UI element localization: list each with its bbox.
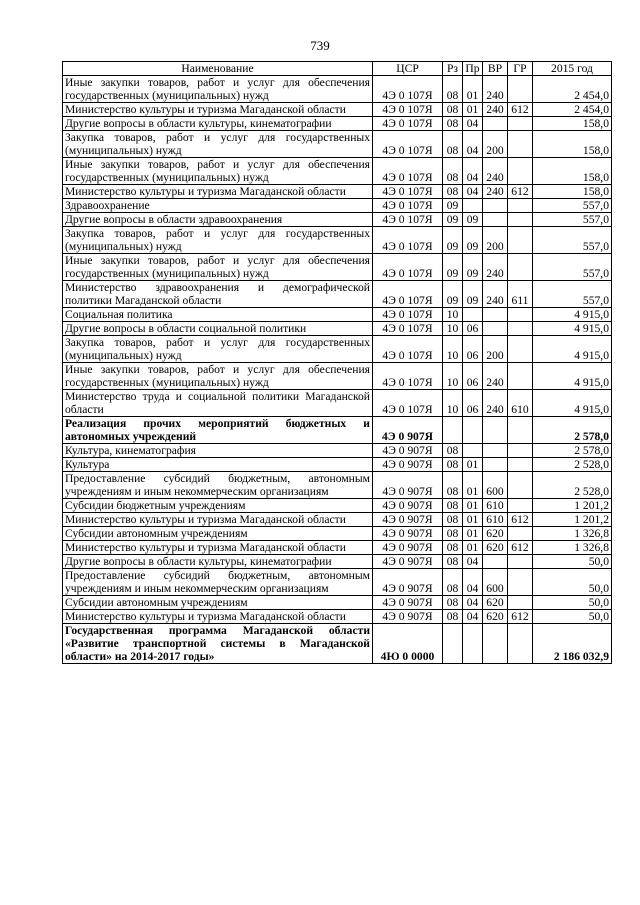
row-rz-cell: 08	[443, 527, 463, 541]
row-amount-cell: 1 201,2	[533, 499, 612, 513]
row-name-cell: Министерство культуры и туризма Магаданской области	[63, 103, 373, 117]
row-pr-cell: 01	[463, 513, 483, 527]
table-row	[63, 596, 612, 610]
row-vr-cell	[483, 322, 508, 336]
table-row	[63, 444, 612, 458]
row-rz-cell: 10	[443, 390, 463, 417]
row-pr-cell: 04	[463, 158, 483, 185]
header-vr: ВР	[483, 62, 508, 76]
table-row	[63, 541, 612, 555]
row-amount-cell: 50,0	[533, 569, 612, 596]
row-vr-cell: 600	[483, 472, 508, 499]
row-amount-cell: 557,0	[533, 213, 612, 227]
row-name-cell: Другие вопросы в области культуры, кинематографии	[63, 117, 373, 131]
row-name-cell: Министерство культуры и туризма Магаданской области	[63, 610, 373, 624]
row-pr-cell	[463, 199, 483, 213]
row-amount-cell: 1 326,8	[533, 541, 612, 555]
row-name-cell: Социальная политика	[63, 308, 373, 322]
row-name-cell: Субсидии бюджетным учреждениям	[63, 499, 373, 513]
row-name-cell: Другие вопросы в области культуры, кинематографии	[63, 555, 373, 569]
row-csr-cell: 4Э 0 907Я	[373, 555, 443, 569]
row-amount-cell: 557,0	[533, 199, 612, 213]
row-pr-cell: 01	[463, 527, 483, 541]
row-pr-cell: 04	[463, 131, 483, 158]
row-csr-cell: 4Э 0 907Я	[373, 569, 443, 596]
row-amount-cell: 4 915,0	[533, 336, 612, 363]
row-csr-cell: 4Э 0 107Я	[373, 322, 443, 336]
row-amount-cell: 158,0	[533, 117, 612, 131]
row-name-cell: Другие вопросы в области здравоохранения	[63, 213, 373, 227]
row-gr-cell	[508, 527, 533, 541]
row-gr-cell	[508, 199, 533, 213]
row-gr-cell	[508, 336, 533, 363]
row-vr-cell: 610	[483, 513, 508, 527]
header-gr: ГР	[508, 62, 533, 76]
row-gr-cell	[508, 417, 533, 444]
row-rz-cell: 08	[443, 569, 463, 596]
row-rz-cell: 08	[443, 555, 463, 569]
row-csr-cell: 4Э 0 907Я	[373, 541, 443, 555]
row-rz-cell: 08	[443, 472, 463, 499]
row-csr-cell: 4Э 0 907Я	[373, 513, 443, 527]
row-csr-cell: 4Ю 0 0000	[373, 624, 443, 664]
row-amount-cell: 557,0	[533, 254, 612, 281]
row-gr-cell	[508, 596, 533, 610]
row-amount-cell: 2 528,0	[533, 458, 612, 472]
row-pr-cell: 01	[463, 541, 483, 555]
row-gr-cell	[508, 444, 533, 458]
row-pr-cell: 01	[463, 458, 483, 472]
row-csr-cell: 4Э 0 107Я	[373, 213, 443, 227]
row-name-cell: Закупка товаров, работ и услуг для государственных (муниципальных) нужд	[63, 227, 373, 254]
table-row	[63, 185, 612, 199]
row-gr-cell: 611	[508, 281, 533, 308]
row-rz-cell: 10	[443, 336, 463, 363]
row-name-cell: Культура	[63, 458, 373, 472]
row-pr-cell: 04	[463, 185, 483, 199]
row-gr-cell	[508, 624, 533, 664]
row-vr-cell: 240	[483, 158, 508, 185]
row-csr-cell: 4Э 0 907Я	[373, 472, 443, 499]
row-gr-cell: 612	[508, 513, 533, 527]
row-name-cell: Министерство культуры и туризма Магаданской области	[63, 541, 373, 555]
row-vr-cell: 620	[483, 610, 508, 624]
table-row	[63, 458, 612, 472]
row-rz-cell: 09	[443, 199, 463, 213]
row-amount-cell: 1 201,2	[533, 513, 612, 527]
row-amount-cell: 158,0	[533, 158, 612, 185]
table-row	[63, 308, 612, 322]
header-name: Наименование	[63, 62, 373, 76]
row-csr-cell: 4Э 0 107Я	[373, 158, 443, 185]
row-vr-cell	[483, 213, 508, 227]
row-gr-cell	[508, 76, 533, 103]
table-row	[63, 363, 612, 390]
table-row	[63, 158, 612, 185]
row-pr-cell: 09	[463, 227, 483, 254]
row-csr-cell: 4Э 0 107Я	[373, 254, 443, 281]
row-name-cell: Государственная программа Магаданской области «Развитие транспортной системы в Магаданской области» на 2014-2017 годы»	[63, 624, 373, 664]
row-csr-cell: 4Э 0 907Я	[373, 458, 443, 472]
row-pr-cell: 06	[463, 390, 483, 417]
row-pr-cell: 01	[463, 499, 483, 513]
row-rz-cell: 10	[443, 322, 463, 336]
row-name-cell: Закупка товаров, работ и услуг для государственных (муниципальных) нужд	[63, 131, 373, 158]
row-rz-cell: 08	[443, 458, 463, 472]
row-gr-cell	[508, 254, 533, 281]
row-csr-cell: 4Э 0 107Я	[373, 185, 443, 199]
row-amount-cell: 4 915,0	[533, 390, 612, 417]
row-name-cell: Предоставление субсидий бюджетным, автономным учреждениям и иным некоммерческим организациям	[63, 569, 373, 596]
row-amount-cell: 2 578,0	[533, 417, 612, 444]
table-row	[63, 76, 612, 103]
row-gr-cell	[508, 308, 533, 322]
table-row	[63, 472, 612, 499]
table-row	[63, 117, 612, 131]
row-csr-cell: 4Э 0 107Я	[373, 117, 443, 131]
row-pr-cell: 09	[463, 213, 483, 227]
header-pr: Пр	[463, 62, 483, 76]
row-name-cell: Субсидии автономным учреждениям	[63, 596, 373, 610]
row-vr-cell: 240	[483, 363, 508, 390]
row-rz-cell: 09	[443, 281, 463, 308]
row-name-cell: Иные закупки товаров, работ и услуг для обеспечения государственных (муниципальных) нужд	[63, 254, 373, 281]
row-vr-cell: 200	[483, 227, 508, 254]
row-name-cell: Закупка товаров, работ и услуг для государственных (муниципальных) нужд	[63, 336, 373, 363]
row-rz-cell	[443, 417, 463, 444]
row-csr-cell: 4Э 0 107Я	[373, 103, 443, 117]
row-vr-cell: 240	[483, 76, 508, 103]
row-csr-cell: 4Э 0 107Я	[373, 199, 443, 213]
row-rz-cell	[443, 624, 463, 664]
row-rz-cell: 10	[443, 363, 463, 390]
row-vr-cell	[483, 624, 508, 664]
row-vr-cell: 620	[483, 596, 508, 610]
row-csr-cell: 4Э 0 107Я	[373, 131, 443, 158]
row-rz-cell: 09	[443, 254, 463, 281]
row-amount-cell: 4 915,0	[533, 363, 612, 390]
table-row	[63, 527, 612, 541]
row-rz-cell: 08	[443, 185, 463, 199]
row-name-cell: Культура, кинематография	[63, 444, 373, 458]
row-vr-cell	[483, 117, 508, 131]
row-gr-cell: 612	[508, 541, 533, 555]
row-name-cell: Субсидии автономным учреждениям	[63, 527, 373, 541]
row-rz-cell: 08	[443, 76, 463, 103]
row-name-cell: Министерство культуры и туризма Магаданской области	[63, 513, 373, 527]
table-row	[63, 336, 612, 363]
header-year: 2015 год	[533, 62, 612, 76]
row-amount-cell: 50,0	[533, 555, 612, 569]
row-rz-cell: 08	[443, 117, 463, 131]
table-row	[63, 624, 612, 664]
row-vr-cell: 620	[483, 541, 508, 555]
row-gr-cell	[508, 555, 533, 569]
row-vr-cell: 240	[483, 390, 508, 417]
table-row	[63, 390, 612, 417]
row-amount-cell: 2 454,0	[533, 103, 612, 117]
row-name-cell: Здравоохранение	[63, 199, 373, 213]
row-name-cell: Реализация прочих мероприятий бюджетных и автономных учреждений	[63, 417, 373, 444]
row-pr-cell: 04	[463, 596, 483, 610]
table-row	[63, 322, 612, 336]
row-vr-cell	[483, 458, 508, 472]
table-header-row	[63, 62, 612, 76]
table-row	[63, 513, 612, 527]
row-vr-cell: 600	[483, 569, 508, 596]
budget-table	[62, 61, 612, 664]
row-csr-cell: 4Э 0 107Я	[373, 308, 443, 322]
row-pr-cell: 04	[463, 117, 483, 131]
row-amount-cell: 557,0	[533, 281, 612, 308]
row-gr-cell: 612	[508, 610, 533, 624]
row-amount-cell: 2 186 032,9	[533, 624, 612, 664]
table-row	[63, 213, 612, 227]
row-pr-cell: 06	[463, 322, 483, 336]
header-csr: ЦСР	[373, 62, 443, 76]
row-name-cell: Министерство здравоохранения и демографической политики Магаданской области	[63, 281, 373, 308]
row-gr-cell	[508, 472, 533, 499]
table-row	[63, 254, 612, 281]
row-rz-cell: 08	[443, 499, 463, 513]
row-csr-cell: 4Э 0 907Я	[373, 444, 443, 458]
row-amount-cell: 4 915,0	[533, 308, 612, 322]
row-name-cell: Министерство культуры и туризма Магаданской области	[63, 185, 373, 199]
table-row	[63, 199, 612, 213]
row-pr-cell: 04	[463, 555, 483, 569]
row-pr-cell: 01	[463, 472, 483, 499]
row-vr-cell: 200	[483, 336, 508, 363]
row-pr-cell: 09	[463, 254, 483, 281]
table-row	[63, 131, 612, 158]
row-csr-cell: 4Э 0 907Я	[373, 610, 443, 624]
row-amount-cell: 158,0	[533, 185, 612, 199]
table-row	[63, 227, 612, 254]
row-csr-cell: 4Э 0 907Я	[373, 417, 443, 444]
row-csr-cell: 4Э 0 107Я	[373, 390, 443, 417]
row-gr-cell	[508, 322, 533, 336]
row-amount-cell: 2 454,0	[533, 76, 612, 103]
row-gr-cell	[508, 213, 533, 227]
row-pr-cell: 04	[463, 569, 483, 596]
row-gr-cell	[508, 363, 533, 390]
table-row	[63, 610, 612, 624]
row-gr-cell: 610	[508, 390, 533, 417]
table-row	[63, 281, 612, 308]
row-rz-cell: 08	[443, 513, 463, 527]
row-csr-cell: 4Э 0 107Я	[373, 227, 443, 254]
row-vr-cell: 240	[483, 103, 508, 117]
row-pr-cell: 06	[463, 336, 483, 363]
row-csr-cell: 4Э 0 107Я	[373, 281, 443, 308]
row-name-cell: Предоставление субсидий бюджетным, автономным учреждениям и иным некоммерческим организациям	[63, 472, 373, 499]
row-gr-cell	[508, 499, 533, 513]
page-number: 739	[310, 38, 330, 53]
row-rz-cell: 09	[443, 227, 463, 254]
row-vr-cell: 240	[483, 254, 508, 281]
row-amount-cell: 50,0	[533, 596, 612, 610]
row-pr-cell: 09	[463, 281, 483, 308]
row-amount-cell: 557,0	[533, 227, 612, 254]
row-vr-cell: 200	[483, 131, 508, 158]
table-row	[63, 499, 612, 513]
row-name-cell: Иные закупки товаров, работ и услуг для обеспечения государственных (муниципальных) нужд	[63, 158, 373, 185]
row-rz-cell: 08	[443, 541, 463, 555]
row-pr-cell	[463, 308, 483, 322]
row-rz-cell: 08	[443, 103, 463, 117]
row-gr-cell	[508, 117, 533, 131]
row-amount-cell: 4 915,0	[533, 322, 612, 336]
row-name-cell: Министерство труда и социальной политики Магаданской области	[63, 390, 373, 417]
row-amount-cell: 1 326,8	[533, 527, 612, 541]
row-amount-cell: 2 528,0	[533, 472, 612, 499]
row-rz-cell: 08	[443, 610, 463, 624]
row-amount-cell: 2 578,0	[533, 444, 612, 458]
row-rz-cell: 08	[443, 158, 463, 185]
row-rz-cell: 08	[443, 596, 463, 610]
row-gr-cell	[508, 131, 533, 158]
row-rz-cell: 08	[443, 131, 463, 158]
row-amount-cell: 158,0	[533, 131, 612, 158]
row-pr-cell	[463, 417, 483, 444]
row-vr-cell	[483, 417, 508, 444]
row-csr-cell: 4Э 0 107Я	[373, 76, 443, 103]
row-pr-cell	[463, 624, 483, 664]
row-rz-cell: 10	[443, 308, 463, 322]
row-csr-cell: 4Э 0 907Я	[373, 596, 443, 610]
row-vr-cell	[483, 444, 508, 458]
table-row	[63, 417, 612, 444]
row-rz-cell: 09	[443, 213, 463, 227]
row-gr-cell	[508, 158, 533, 185]
row-csr-cell: 4Э 0 907Я	[373, 527, 443, 541]
row-vr-cell	[483, 308, 508, 322]
row-amount-cell: 50,0	[533, 610, 612, 624]
row-pr-cell: 06	[463, 363, 483, 390]
row-pr-cell: 01	[463, 103, 483, 117]
row-pr-cell: 04	[463, 610, 483, 624]
table-row	[63, 555, 612, 569]
row-vr-cell	[483, 555, 508, 569]
row-gr-cell: 612	[508, 103, 533, 117]
row-vr-cell: 240	[483, 185, 508, 199]
row-gr-cell	[508, 458, 533, 472]
row-gr-cell	[508, 227, 533, 254]
row-rz-cell: 08	[443, 444, 463, 458]
row-pr-cell	[463, 444, 483, 458]
row-csr-cell: 4Э 0 107Я	[373, 363, 443, 390]
row-vr-cell: 240	[483, 281, 508, 308]
row-gr-cell	[508, 569, 533, 596]
table-row	[63, 569, 612, 596]
row-name-cell: Иные закупки товаров, работ и услуг для обеспечения государственных (муниципальных) нужд	[63, 76, 373, 103]
row-csr-cell: 4Э 0 907Я	[373, 499, 443, 513]
row-vr-cell	[483, 199, 508, 213]
table-row	[63, 103, 612, 117]
row-pr-cell: 01	[463, 76, 483, 103]
header-rz: Рз	[443, 62, 463, 76]
row-name-cell: Иные закупки товаров, работ и услуг для обеспечения государственных (муниципальных) нужд	[63, 363, 373, 390]
row-csr-cell: 4Э 0 107Я	[373, 336, 443, 363]
row-name-cell: Другие вопросы в области социальной политики	[63, 322, 373, 336]
row-vr-cell: 610	[483, 499, 508, 513]
row-vr-cell: 620	[483, 527, 508, 541]
row-gr-cell: 612	[508, 185, 533, 199]
